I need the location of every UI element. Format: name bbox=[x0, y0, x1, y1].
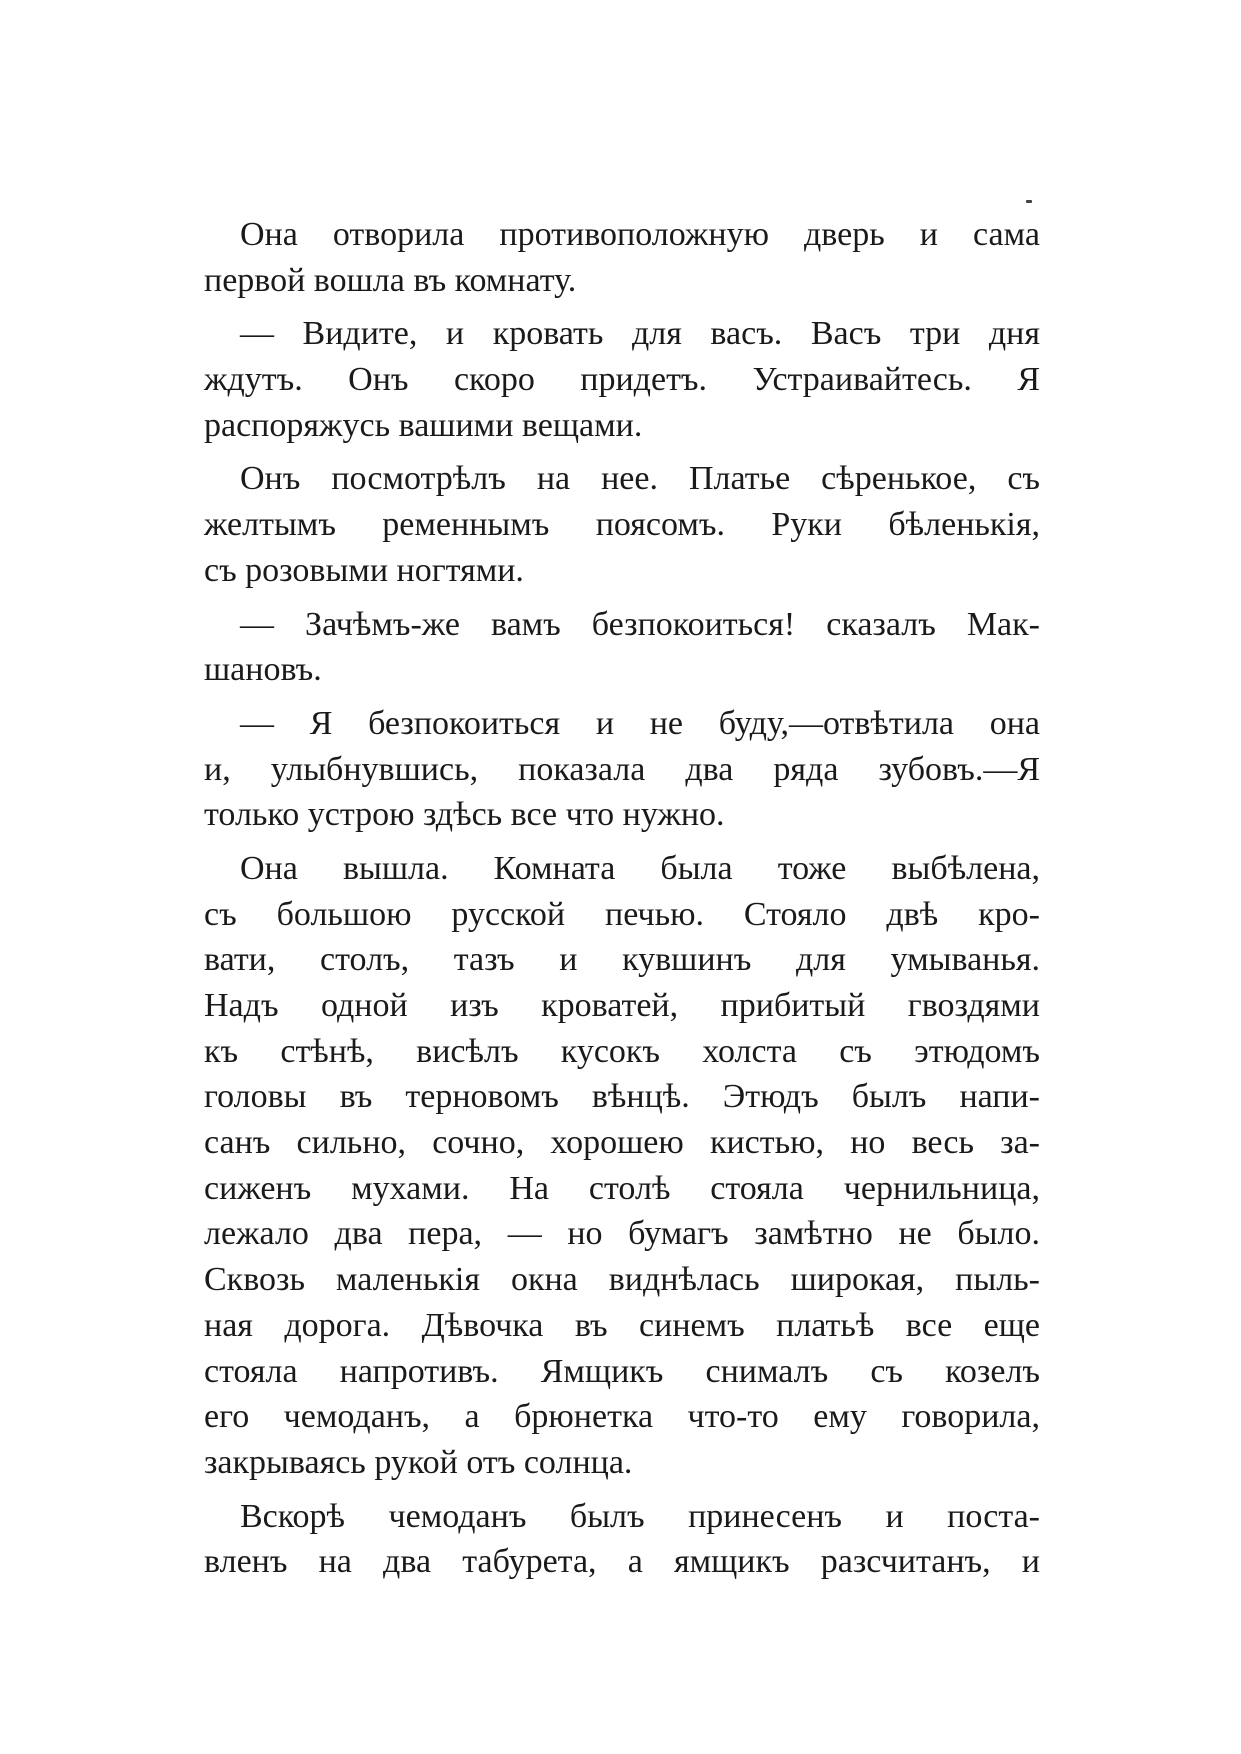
paragraph-2 bbox=[204, 311, 1040, 448]
text-line: — Зачѣмъ-же вамъ безпокоиться! сказалъ Мак- bbox=[240, 605, 1040, 643]
text-line: Сквозь маленькія окна виднѣлась широкая, пыль- bbox=[204, 1261, 1040, 1299]
text-line: Она отворила противоположную дверь и сама bbox=[240, 216, 1040, 253]
page-text bbox=[204, 212, 1040, 1585]
paragraph-1 bbox=[204, 212, 1040, 303]
text-line: вленъ на два табурета, а ямщикъ разсчитанъ, и bbox=[204, 1543, 1040, 1581]
text-line: распоряжусь вашими вещами. bbox=[204, 406, 643, 444]
text-line: его чемоданъ, а брюнетка что-то ему говорила, bbox=[204, 1398, 1040, 1436]
text-line: съ большою русской печью. Стояло двѣ кро- bbox=[204, 895, 1040, 933]
text-line: только устрою здѣсь все что нужно. bbox=[204, 796, 725, 834]
text-line: первой вошла въ комнату. bbox=[204, 261, 577, 299]
print-speck bbox=[1026, 200, 1032, 203]
paragraph-7 bbox=[204, 1494, 1040, 1585]
text-line: ная дорога. Дѣвочка въ синемъ платьѣ все еще bbox=[204, 1306, 1040, 1344]
text-line: Вскорѣ чемоданъ былъ принесенъ и поста- bbox=[240, 1497, 1040, 1535]
paragraph-3 bbox=[204, 456, 1040, 593]
text-line: стояла напротивъ. Ямщикъ снималъ съ козелъ bbox=[204, 1352, 1040, 1390]
text-line: закрываясь рукой отъ солнца. bbox=[204, 1443, 633, 1481]
text-line: санъ сильно, сочно, хорошею кистью, но весь за- bbox=[204, 1124, 1040, 1162]
text-line: ждутъ. Онъ скоро придетъ. Устраивайтесь. Я bbox=[204, 361, 1040, 399]
text-line: желтымъ ременнымъ поясомъ. Руки бѣленькія, bbox=[204, 506, 1040, 544]
text-line: съ розовыми ногтями. bbox=[204, 551, 524, 589]
text-line: вати, столъ, тазъ и кувшинъ для умыванья. bbox=[204, 941, 1040, 979]
text-line: Онъ посмотрѣлъ на нее. Платье сѣренькое, съ bbox=[240, 460, 1040, 498]
text-line: къ стѣнѣ, висѣлъ кусокъ холста съ этюдомъ bbox=[204, 1032, 1040, 1070]
paragraph-5 bbox=[204, 701, 1040, 838]
text-line: и, улыбнувшись, показала два ряда зубовъ.—Я bbox=[204, 750, 1040, 788]
text-line: головы въ терновомъ вѣнцѣ. Этюдъ былъ напи- bbox=[204, 1078, 1040, 1116]
text-line: — Я безпокоиться и не буду,—отвѣтила она bbox=[240, 704, 1040, 742]
text-line: Надъ одной изъ кроватей, прибитый гвоздями bbox=[204, 987, 1040, 1024]
text-line: Она вышла. Комната была тоже выбѣлена, bbox=[240, 849, 1040, 887]
text-line: лежало два пера, — но бумагъ замѣтно не было. bbox=[204, 1215, 1040, 1253]
text-line: — Видите, и кровать для васъ. Васъ три дня bbox=[240, 315, 1040, 353]
text-line: сиженъ мухами. На столѣ стояла чернильница, bbox=[204, 1169, 1040, 1207]
paragraph-6 bbox=[204, 846, 1040, 1486]
paragraph-4 bbox=[204, 602, 1040, 693]
text-line: шановъ. bbox=[204, 651, 322, 689]
